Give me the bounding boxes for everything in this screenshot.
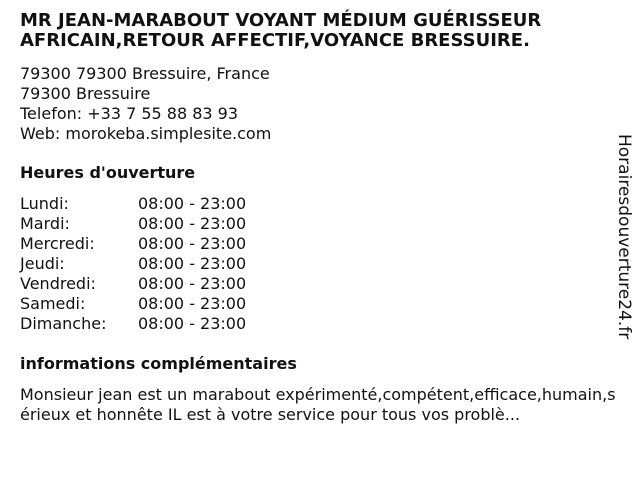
hours-row-monday — [20, 194, 280, 214]
hours-day: Mercredi: — [20, 234, 95, 253]
hours-day: Jeudi: — [20, 254, 65, 273]
hours-time: 08:00 - 23:00 — [138, 254, 247, 273]
opening-hours-table — [20, 194, 280, 334]
address-line-2: 79300 Bressuire — [20, 84, 151, 103]
hours-time: 08:00 - 23:00 — [138, 294, 247, 313]
hours-time: 08:00 - 23:00 — [138, 194, 247, 213]
hours-row-sunday — [20, 314, 280, 334]
listing-title-line-1: MR JEAN-MARABOUT VOYANT MÉDIUM GUÉRISSEUR — [20, 10, 542, 31]
opening-hours-heading: Heures d'ouverture — [20, 163, 196, 182]
address-line-1: 79300 79300 Bressuire, France — [20, 64, 270, 83]
site-watermark: Horairesdouverture24.fr — [614, 134, 634, 340]
hours-day: Lundi: — [20, 194, 69, 213]
hours-time: 08:00 - 23:00 — [138, 214, 247, 233]
hours-time: 08:00 - 23:00 — [138, 274, 247, 293]
hours-day: Vendredi: — [20, 274, 96, 293]
hours-row-thursday — [20, 254, 280, 274]
additional-info-heading: informations complémentaires — [20, 354, 297, 373]
hours-row-friday — [20, 274, 280, 294]
hours-time: 08:00 - 23:00 — [138, 314, 247, 333]
hours-row-wednesday — [20, 234, 280, 254]
hours-day: Samedi: — [20, 294, 86, 313]
hours-row-saturday — [20, 294, 280, 314]
hours-time: 08:00 - 23:00 — [138, 234, 247, 253]
hours-row-tuesday — [20, 214, 280, 234]
listing-title — [20, 11, 620, 51]
listing-title-line-2: AFRICAIN,RETOUR AFFECTIF,VOYANCE BRESSUIRE. — [20, 30, 530, 51]
hours-day: Mardi: — [20, 214, 70, 233]
hours-day: Dimanche: — [20, 314, 107, 333]
website-line[interactable]: Web: morokeba.simplesite.com — [20, 124, 272, 143]
phone-line[interactable]: Telefon: +33 7 55 88 83 93 — [20, 104, 239, 123]
listing-description: Monsieur jean est un marabout expérimenté,compétent,efficace,humain,sérieux et honnête IL est à votre service pour tous vos problè... — [20, 385, 616, 424]
address-block — [20, 64, 271, 144]
